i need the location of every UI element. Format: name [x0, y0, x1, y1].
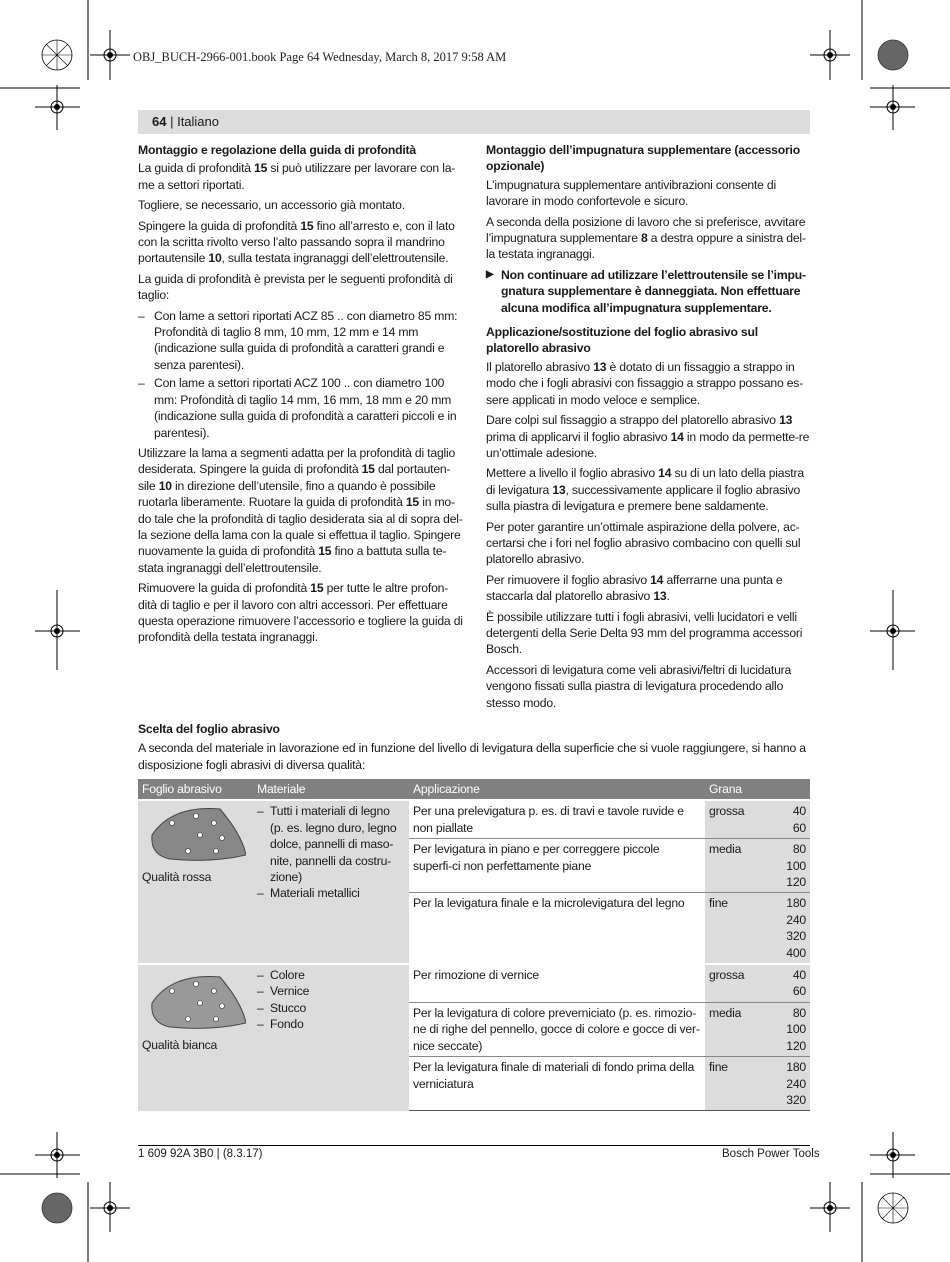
paragraph: La guida di profondità è prevista per le seguenti profondità di taglio:: [138, 271, 453, 303]
grit-cell: 180 240 320 400: [767, 893, 810, 964]
paragraph: La guida di profondità 15 si può utilizzare per lavorare con la-me a settori riportati.: [138, 161, 456, 192]
paragraph: Per poter garantire un’ottimale aspirazione della polvere, ac-certarsi che i fori nel foglio abrasivo combacino con quelli sul platorello abrasivo.: [486, 519, 801, 567]
application-cell: Per una prelevigatura p. es. di travi e tavole ruvide e non piallate: [409, 800, 705, 838]
application-cell: Per levigatura in piano e per correggere piccole superfi-ci non perfettamente piane: [409, 839, 705, 893]
section-intro: A seconda del materiale in lavorazione ed in funzione del livello di levigatura della superficie che si vuole raggiungere, si hanno a disposizione fogli abrasivi di diversa qualità:: [138, 741, 806, 772]
paragraph: Dare colpi sul fissaggio a strappo del platorello abrasivo 13 prima di applicarvi il foglio abrasivo 14 in modo da permette-re un’ottimale adesione.: [486, 413, 810, 460]
warning-note: ▶ Non continuare ad utilizzare l’elettroutensile se l’impu-gnatura supplementare è danneggiata. Non effettuare alcuna modifica all’impugnatura supplementare.: [486, 267, 806, 315]
grade-cell: fine: [705, 1057, 767, 1111]
sheet-cell: [138, 964, 253, 1111]
grade-cell: grossa: [705, 800, 767, 838]
heading-sanding-sheet: Applicazione/sostituzione del foglio abrasivo sul platorello abrasivo: [486, 325, 758, 356]
grit-cell: 180 240 320: [767, 1057, 810, 1111]
right-column: [486, 142, 812, 715]
application-cell: Per la levigatura di colore preverniciato (p. es. rimozio-ne di righe del pennello, gocce di colore e gocce di ver-nice seccate): [409, 1002, 705, 1056]
print-slug: OBJ_BUCH-2966-001.book Page 64 Wednesday, March 8, 2017 9:58 AM: [133, 50, 507, 64]
grade-cell: media: [705, 839, 767, 893]
material-cell: – Tutti i materiali di legno (p. es. legno duro, legno dolce, pannelli di maso-nite, pannelli da costru-zione) – Materiali metallici: [253, 800, 409, 964]
application-cell: Per la levigatura finale di materiali di fondo prima della verniciatura: [409, 1057, 705, 1111]
table-row: [138, 964, 810, 1002]
sanding-sheet-table: [138, 779, 810, 1111]
sheet-quality-label: Qualità rossa: [142, 870, 212, 885]
table-header-row: [138, 779, 810, 800]
paragraph: Per rimuovere il foglio abrasivo 14 afferrarne una punta e staccarla dal platorello abrasivo 13.: [486, 572, 783, 604]
sheet-cell: [138, 800, 253, 964]
page-header-bar: [138, 110, 810, 134]
paragraph: Utilizzare la lama a segmenti adatta per la profondità di taglio desiderata. Spingere la guida di profondità 15 dal portauten-sile 10 in direzione dell’utensile, fino a quando è possibile ruotarla liberamente. Ruotare la guida di profondità 15 in mo-do tale che la profondità di taglio desiderata sia al di sopra del-la sezione della lama con la quale si effettua il taglio. Spingere nuovamente la guida di profondità 15 fino a battuta sulla te-stata ingranaggi dell’elettroutensile.: [138, 445, 463, 575]
red-sanding-sheet-icon: [142, 805, 246, 861]
page-header: 64 | Italiano: [152, 114, 219, 129]
paragraph: L’impugnatura supplementare antivibrazioni consente di lavorare in modo confortevole e sicuro.: [486, 177, 777, 209]
paragraph: Mettere a livello il foglio abrasivo 14 su di un lato della piastra di levigatura 13, successivamente applicare il foglio abrasivo sulla piastra di levigatura e premere bene saldamente.: [486, 466, 804, 514]
list-item: – Con lame a settori riportati ACZ 85 .. con diametro 85 mm: Profondità di taglio 8 mm, 10 mm, 12 mm e 14 mm (indicazione sulla guida di profondità a caratteri grandi e senza parentesi).: [138, 308, 458, 372]
white-sanding-sheet-icon: [142, 973, 246, 1029]
paragraph: Accessori di levigatura come veli abrasivi/feltri di lucidatura vengono fissati sulla piastra di levigatura procedendo allo stesso modo.: [486, 662, 792, 710]
footer-brand: Bosch Power Tools: [722, 1148, 820, 1160]
footer-rule: [138, 1145, 810, 1146]
application-cell: Per rimozione di vernice: [409, 964, 705, 1002]
footer-doc-number: 1 609 92A 3B0 | (8.3.17): [138, 1148, 263, 1160]
col-header: Applicazione: [409, 779, 705, 800]
left-column: [138, 142, 466, 650]
section-sanding-selection: [138, 721, 818, 773]
header-language: Italiano: [177, 114, 219, 129]
table-row: [138, 800, 810, 838]
list-item: – Con lame a settori riportati ACZ 100 .. con diametro 100 mm: Profondità di taglio 14 mm, 16 mm, 18 mm e 20 mm (indicazione sulla guida di profondità a caratteri piccoli e in parentesi).: [138, 376, 457, 440]
grade-cell: fine: [705, 893, 767, 964]
page-number: 64: [152, 114, 167, 129]
grit-cell: 80 100 120: [767, 839, 810, 893]
col-header: Foglio abrasivo: [138, 779, 253, 800]
grade-cell: grossa: [705, 964, 767, 1002]
grade-cell: media: [705, 1002, 767, 1056]
grit-cell: 40 60: [767, 800, 810, 838]
application-cell: Per la levigatura finale e la microlevigatura del legno: [409, 893, 705, 964]
heading-depth-guide: Montaggio e regolazione della guida di profondità: [138, 143, 416, 157]
paragraph: Rimuovere la guida di profondità 15 per tutte le altre profon-dità di taglio e per il lavoro con altri accessori. Per effettuare questa operazione rimuovere l’accessorio e togliere la guida di profondità della testata ingranaggi.: [138, 581, 463, 645]
material-cell: – Colore – Vernice – Stucco – Fondo: [253, 964, 409, 1111]
col-header: Materiale: [253, 779, 409, 800]
heading-auxiliary-handle: Montaggio dell’impugnatura supplementare (accessorio opzionale): [486, 143, 800, 174]
col-header: Grana: [705, 779, 810, 800]
grit-cell: 80 100 120: [767, 1002, 810, 1056]
paragraph: A seconda della posizione di lavoro che si preferisce, avvitare l’impugnatura supplementare 8 a destra oppure a sinistra del-la testata ingranaggi.: [486, 214, 806, 262]
paragraph: Togliere, se necessario, un accessorio già montato.: [138, 198, 405, 213]
paragraph: Il platorello abrasivo 13 è dotato di un fissaggio a strappo in modo che i fogli abrasivi con fissaggio a strappo possano es-sere applicati in modo veloce e semplice.: [486, 359, 804, 407]
paragraph: Spingere la guida di profondità 15 fino all’arresto e, con il lato con la scritta rivolto verso l’alto passando sopra il mandrino portautensile 10, sulla testata ingranaggi dell’elettroutensile.: [138, 218, 455, 266]
grit-cell: 40 60: [767, 964, 810, 1002]
arrow-icon: ▶: [486, 268, 494, 280]
paragraph: È possibile utilizzare tutti i fogli abrasivi, velli lucidatori e velli detergenti della Serie Delta 93 mm del programma accessori Bosch.: [486, 609, 803, 657]
sheet-quality-label: Qualità bianca: [142, 1038, 218, 1053]
section-title: Scelta del foglio abrasivo: [138, 722, 280, 736]
